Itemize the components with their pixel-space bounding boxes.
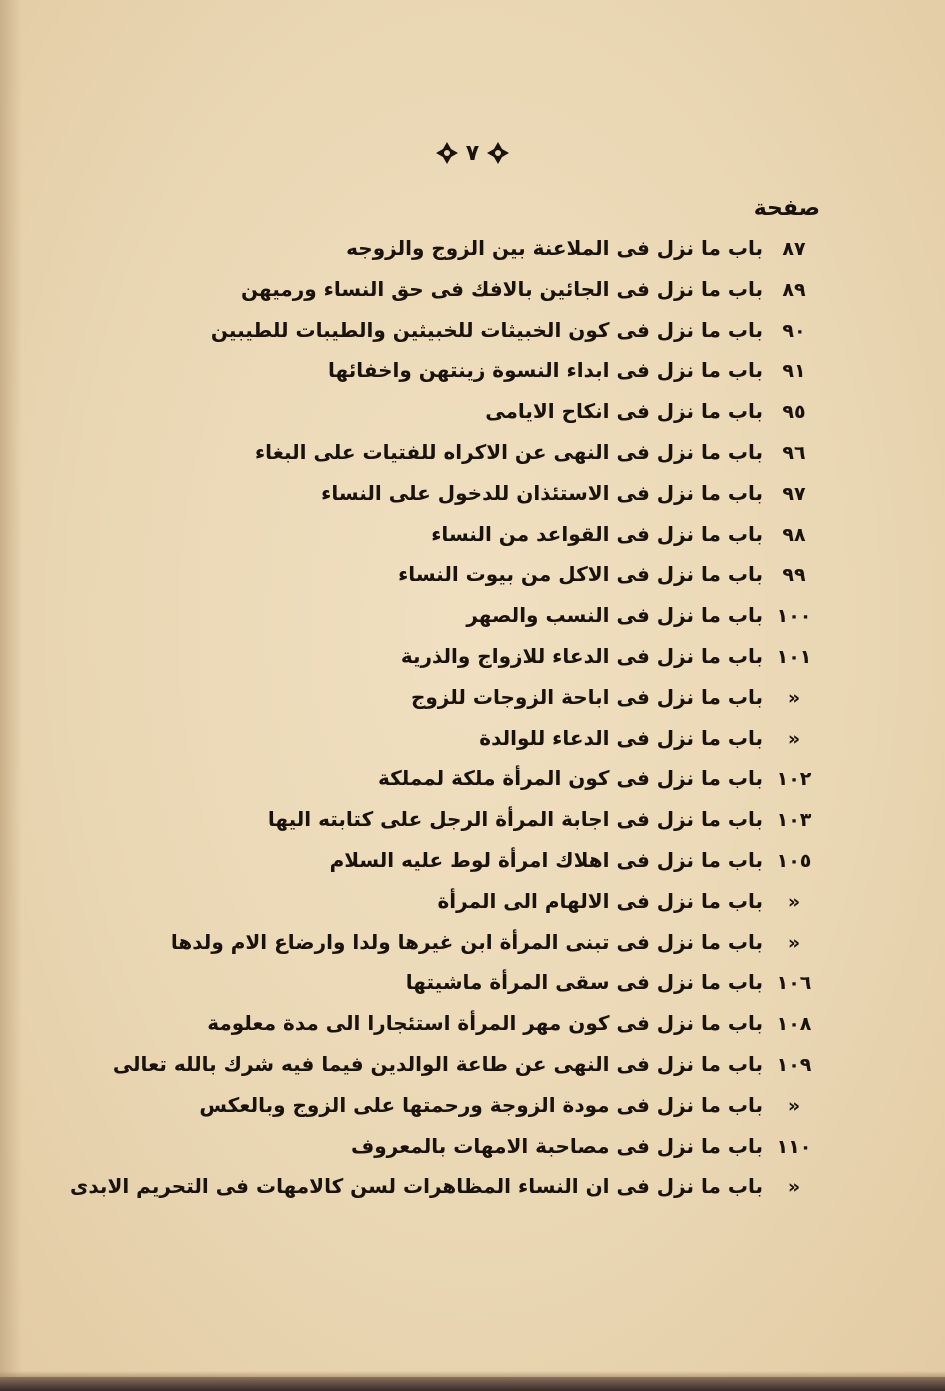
toc-title: باب ما نزل فى ابداء النسوة زينتهن واخفائها	[328, 358, 763, 383]
toc-row	[125, 1093, 825, 1134]
toc-row	[125, 236, 825, 277]
toc-page-number: ١٠٣	[776, 809, 812, 832]
toc-title: باب ما نزل فى النهى عن الاكراه للفتيات على البغاء	[254, 439, 763, 464]
toc-row	[125, 522, 825, 563]
toc-row	[125, 766, 825, 807]
toc-title: باب ما نزل فى سقى المرأة ماشيتها	[405, 970, 763, 995]
toc-title: باب ما نزل فى الاستئذان للدخول على النساء	[321, 480, 763, 505]
toc-row	[125, 318, 825, 359]
toc-page-number: ٨٩	[782, 278, 806, 301]
toc-page-number: «	[787, 931, 801, 954]
toc-row	[125, 930, 825, 971]
toc-row	[125, 358, 825, 399]
toc-title: باب ما نزل فى النهى عن طاعة الوالدين فيما فيه شرك بالله تعالى	[112, 1051, 763, 1076]
toc-row	[125, 481, 825, 522]
toc-title: باب ما نزل فى اباحة الزوجات للزوج	[410, 684, 763, 709]
toc-page-number: ٩٦	[782, 441, 806, 464]
page-number-frame	[434, 140, 511, 166]
ornament-left-icon	[434, 140, 460, 166]
toc-page-number: «	[787, 890, 801, 913]
toc-page-number: «	[787, 1094, 801, 1117]
toc-row	[125, 685, 825, 726]
toc-row	[125, 807, 825, 848]
toc-row	[125, 603, 825, 644]
page-number: ٧	[465, 140, 480, 166]
ornament-right-icon	[485, 140, 511, 166]
toc-title: باب ما نزل فى انكاح الايامى	[485, 399, 763, 424]
toc-title: باب ما نزل فى كون المرأة ملكة لمملكة	[377, 766, 763, 791]
toc-row	[125, 440, 825, 481]
toc-title: باب ما نزل فى الاكل من بيوت النساء	[398, 562, 763, 587]
toc-title: باب ما نزل فى مصاحبة الامهات بالمعروف	[350, 1133, 763, 1158]
toc-page-number: ١٠٩	[776, 1053, 812, 1076]
toc-title: باب ما نزل فى اجابة المرأة الرجل على كتابته اليها	[267, 807, 763, 832]
toc-title: باب ما نزل فى الدعاء للوالدة	[479, 725, 763, 750]
toc-page-number: «	[787, 1176, 801, 1199]
page-bottom-edge	[0, 1377, 945, 1391]
toc-page-number: ١٠٠	[776, 605, 812, 628]
toc-page-number: ٨٧	[782, 238, 806, 260]
toc-page-number: «	[787, 727, 801, 750]
toc-title: باب ما نزل فى مودة الزوجة ورحمتها على الزوج وبالعكس	[199, 1092, 763, 1117]
toc-title: باب ما نزل فى النسب والصهر	[466, 603, 763, 628]
toc-title: باب ما نزل فى اهلاك امرأة لوط عليه السلام	[329, 847, 763, 872]
toc-page-number: ١٠٥	[776, 849, 812, 872]
page-gutter-shadow	[0, 0, 22, 1391]
table-of-contents	[70, 236, 825, 1215]
toc-page-number: ٩٥	[782, 401, 806, 424]
toc-title: باب ما نزل فى الالهام الى المرأة	[437, 888, 763, 913]
toc-page-number: ٩٩	[782, 564, 806, 587]
toc-page-number: ١٠٢	[776, 768, 812, 791]
page-header	[0, 140, 945, 170]
toc-row	[70, 1174, 825, 1215]
toc-page-number: ١٠٦	[776, 972, 812, 995]
toc-title: باب ما نزل فى الدعاء للازواج والذرية	[400, 643, 763, 668]
toc-row	[125, 848, 825, 889]
toc-row	[125, 1011, 825, 1052]
toc-page-number: ١١٠	[776, 1135, 812, 1158]
toc-row	[112, 1051, 825, 1093]
toc-row	[125, 399, 825, 440]
toc-title: باب ما نزل فى الملاعنة بين الزوج والزوجه	[346, 236, 763, 260]
toc-row	[125, 726, 825, 767]
toc-title: باب ما نزل فى القواعد من النساء	[431, 521, 763, 546]
toc-title: باب ما نزل فى الجائين بالافك فى حق النساء ورميهن	[241, 276, 763, 301]
toc-row	[125, 644, 825, 685]
toc-row	[125, 889, 825, 930]
toc-row	[125, 1134, 825, 1175]
toc-page-number: ١٠١	[776, 645, 812, 668]
toc-page-number: ٩٧	[782, 482, 806, 505]
toc-title: باب ما نزل فى ان النساء المظاهرات لسن كالامهات فى التحريم الابدى	[70, 1174, 763, 1199]
toc-title: باب ما نزل فى تبنى المرأة ابن غيرها ولدا وارضاع الام ولدها	[170, 929, 763, 954]
page-column-heading: صفحة	[753, 196, 820, 221]
toc-row	[125, 970, 825, 1011]
toc-row	[125, 562, 825, 603]
toc-title: باب ما نزل فى كون مهر المرأة استئجارا الى مدة معلومة	[207, 1011, 763, 1036]
toc-page-number: ٩٠	[782, 319, 806, 342]
toc-row	[125, 277, 825, 318]
toc-title: باب ما نزل فى كون الخبيثات للخبيثين والطيبات للطيبين	[210, 317, 763, 342]
toc-page-number: ٩٨	[782, 523, 806, 546]
toc-page-number: ٩١	[782, 360, 806, 383]
toc-page-number: ١٠٨	[776, 1013, 812, 1036]
toc-page-number: «	[787, 686, 801, 709]
